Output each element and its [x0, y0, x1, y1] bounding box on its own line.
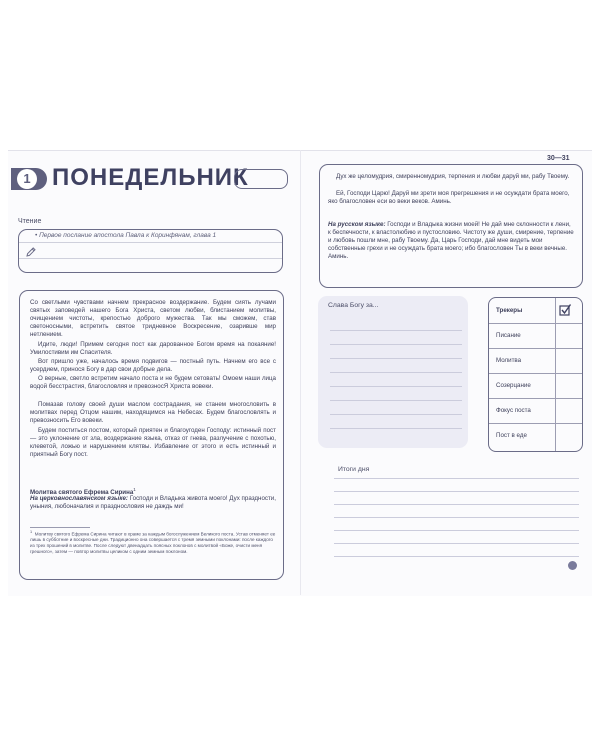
tracker-row[interactable] — [489, 373, 582, 399]
summary-line[interactable] — [334, 478, 579, 479]
russian-label: На русском языке: — [328, 221, 386, 228]
tracker-label: Пост в еде — [496, 432, 527, 439]
day-title: ПОНЕДЕЛЬНИК — [52, 164, 249, 191]
write-line — [330, 428, 462, 429]
tracker-label: Писание — [496, 332, 521, 339]
write-line — [330, 358, 462, 359]
summary-line[interactable] — [334, 530, 579, 531]
qr-code-icon — [568, 561, 577, 570]
summary-label: Итоги дня — [338, 466, 370, 473]
tracker-label: Молитва — [496, 357, 522, 364]
prayer-title: Молитва святого Ефрема Сирина — [30, 489, 134, 497]
prayer-paragraph: Ей, Господи Царю! Даруй ми зрети моя прегрешения и не осуждати брата моего, яко благословен еси во веки веков. Аминь. — [328, 190, 570, 206]
reading-line — [19, 242, 282, 243]
footnote-ref: 1 — [133, 487, 136, 492]
tracker-row[interactable] — [489, 348, 582, 374]
footnote-divider — [30, 527, 90, 528]
date-field[interactable] — [234, 169, 288, 189]
reading-box — [18, 229, 283, 273]
russian-text: Господи и Владыка жизни моей! Не дай мне склонности к лени, к беспечности, к властолюбию и пустословию. Чистоту же души, смирение, терпение и любовь пошли мне, рабу Твоему. Да, Царь Господи, дай мне видеть мои собственные грехи и не осуждать брата моего; ибо благословен Ты в веки вечные. Аминь. — [328, 221, 574, 261]
russian-translation — [328, 221, 575, 261]
prayer-box — [319, 164, 583, 288]
gratitude-box[interactable] — [318, 296, 468, 448]
summary-line[interactable] — [334, 504, 579, 505]
tracker-row[interactable] — [489, 398, 582, 424]
text-paragraph: Будем поститься постом, который приятен и благоугоден Господу: истинный пост — это уклонение от зла, воздержание языка, отказ от гнева, разлучение с похотью, клеветой, ложью и нарушением клятвы. Избавление от этого и есть истинный и приятный Богу пост. — [30, 427, 276, 459]
tracker-label: Фокус поста — [496, 407, 531, 414]
footnote-number: 1 — [30, 530, 33, 534]
tracker-row[interactable] — [489, 423, 582, 448]
write-line — [330, 400, 462, 401]
trackers-header — [489, 298, 582, 324]
pencil-icon — [25, 246, 37, 258]
page-number: 30—31 — [547, 155, 570, 162]
text-paragraph: Помазав голову своей души маслом сострадания, не станем многословить в молитвах перед Отцом нашим, находящимся на Небесах. Будем благословлять и превозносить Его вовеки. — [30, 401, 276, 425]
reading-text: • Первое послание апостола Павла к Коринфянам, глава 1 — [35, 232, 217, 239]
prayer-paragraph: Дух же целомудрия, смиренномудрия, терпения и любви даруй ми, рабу Твоему. — [336, 173, 570, 180]
book-spine — [300, 150, 301, 595]
tracker-label: Созерцание — [496, 382, 531, 389]
text-paragraph: О верные, светло встретим начало поста и не будем сетовать! Омоем наши лица водой бесстрастия, благословляя и превозносЯ Христа вовеки. — [30, 375, 276, 391]
footnote — [30, 530, 276, 555]
main-text-box — [19, 290, 284, 580]
write-line — [330, 330, 462, 331]
summary-line[interactable] — [334, 543, 579, 544]
write-line — [330, 414, 462, 415]
footnote-text: Молитву святого Ефрема Сирина читают в храме за каждым богослужением Великого поста. Устав отменяет ее лишь в субботние и воскресные дни. Традиционно она совершается с тремя земными поклонами: после каждого из трех прошений в молитве. После следуют двенадцать поясных поклонов с молитвой «Боже, очисти меня грешного», затем — повтор молитвы целиком с одним земным поклоном. — [30, 531, 276, 555]
trackers-table — [488, 297, 583, 452]
write-line — [330, 372, 462, 373]
checkbox-check-icon — [558, 303, 572, 317]
reading-line — [19, 258, 282, 259]
reading-label: Чтение — [18, 218, 42, 225]
summary-line[interactable] — [334, 556, 579, 557]
day-number: 1 — [17, 169, 37, 189]
summary-line[interactable] — [334, 491, 579, 492]
summary-line[interactable] — [334, 517, 579, 518]
text-paragraph: Вот пришло уже, началось время подвигов — постный путь. Начнем его все с усердием, принося Богу в дар свои добрые дела. — [30, 358, 276, 374]
text-paragraph: Идите, люди! Примем сегодня пост как дарованное Богом время на покаяние! Умилостивим им Спасителя. — [30, 341, 276, 357]
write-line — [330, 386, 462, 387]
gratitude-label: Слава Богу за... — [328, 302, 379, 309]
church-slavonic-body: Господи и Владыка живота моего! Дух праздности, уныния, любоначалия и празднословия не даждь ми! — [30, 495, 276, 511]
church-slavonic-label: На церковнославянском языке: — [30, 495, 128, 502]
church-slavonic-text — [30, 495, 276, 511]
trackers-header-label: Трекеры — [496, 307, 523, 314]
text-paragraph: Со светлыми чувствами начнем прекрасное воздержание. Будем сиять лучами святых заповедей нашего Бога Христа, светом любви, блистанием молитвы, очищением чистоты, крепостью доброго мужества. Так мы сможем, став светоносными, встретить святое тридневное Воскресение, озаривше мир нетлением. — [30, 299, 276, 339]
tracker-row[interactable] — [489, 323, 582, 349]
write-line — [330, 344, 462, 345]
